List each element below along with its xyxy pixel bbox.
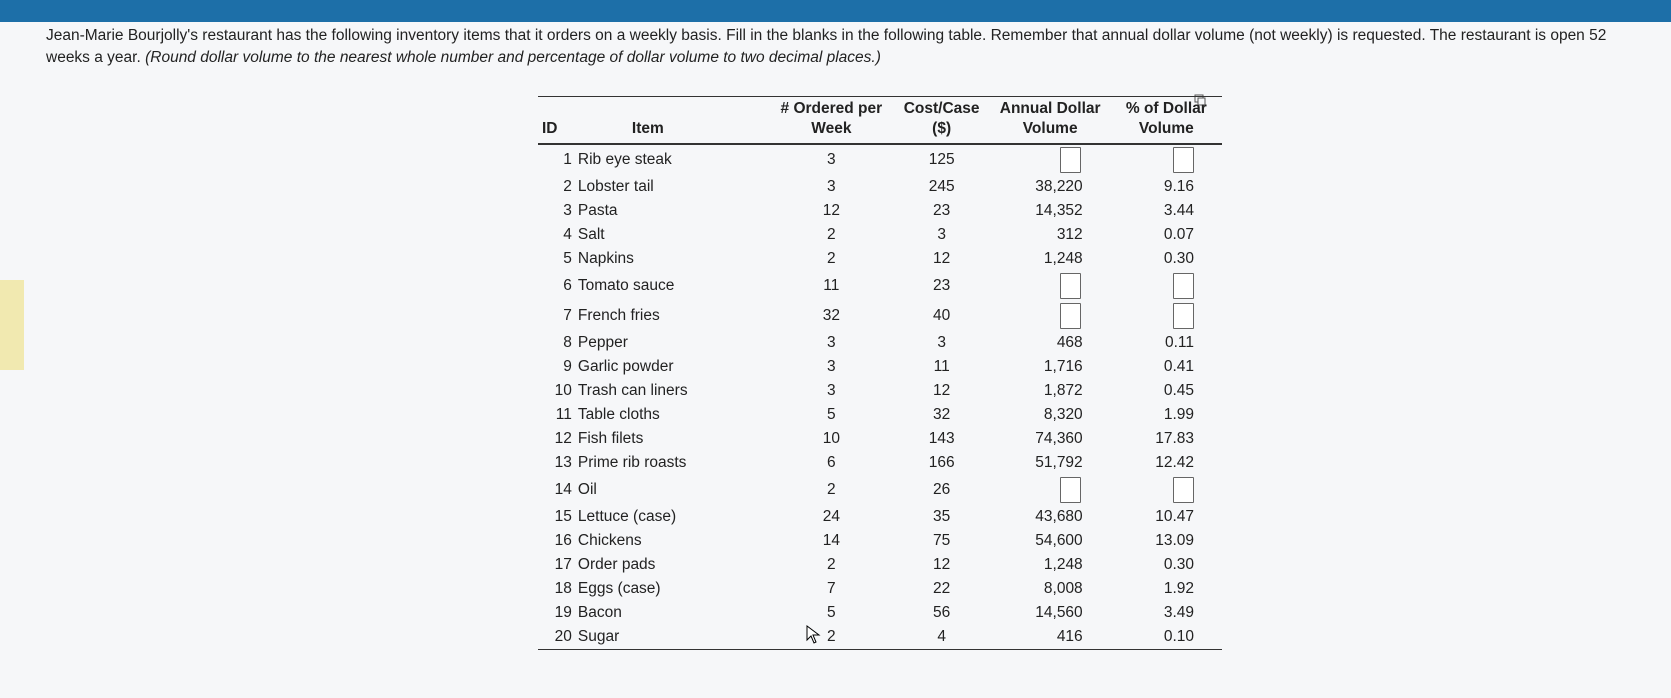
inventory-table xyxy=(538,96,1222,650)
row-ordered-per-week: 3 xyxy=(827,178,836,195)
row-ordered-per-week: 3 xyxy=(827,151,836,168)
question-text xyxy=(46,25,1626,69)
row-item: Garlic powder xyxy=(577,358,674,375)
top-bar xyxy=(0,0,1671,22)
row-id: 8 xyxy=(563,334,572,351)
row-ordered-per-week: 2 xyxy=(827,226,836,243)
row-ordered-per-week: 2 xyxy=(827,250,836,267)
row-cost-per-case: 166 xyxy=(928,454,955,471)
table-row xyxy=(538,451,1222,475)
row-item: Napkins xyxy=(577,250,634,267)
row-id: 1 xyxy=(563,151,572,168)
row-ordered-per-week: 2 xyxy=(769,625,894,650)
table-header-row xyxy=(538,97,1222,145)
row-percent-dollar-volume: 12.42 xyxy=(1155,454,1194,471)
row-cost-per-case: 40 xyxy=(933,307,951,324)
row-item: Bacon xyxy=(577,604,622,621)
table-row xyxy=(538,271,1222,301)
row-item: Lobster tail xyxy=(577,178,654,195)
row-cost-per-case: 56 xyxy=(933,604,951,621)
table-row xyxy=(538,331,1222,355)
row-ordered-per-week: 11 xyxy=(823,277,840,294)
header-ordered-per-week: # Ordered per Week xyxy=(769,97,894,145)
row-annual-dollar-volume: 74,360 xyxy=(1035,430,1083,447)
annual-volume-answer-input[interactable] xyxy=(1060,303,1081,329)
row-item: Eggs (case) xyxy=(577,580,661,597)
row-percent-dollar-volume: 1.99 xyxy=(1163,406,1194,423)
row-cost-per-case: 22 xyxy=(933,580,951,597)
table-row xyxy=(538,379,1222,403)
row-id: 18 xyxy=(554,580,572,597)
row-item: French fries xyxy=(577,307,660,324)
annual-volume-answer-input[interactable] xyxy=(1060,147,1081,173)
row-percent-dollar-volume: 13.09 xyxy=(1155,532,1194,549)
row-annual-dollar-volume xyxy=(990,301,1111,331)
row-cost-per-case: 35 xyxy=(933,508,951,525)
row-percent-dollar-volume: 0.30 xyxy=(1163,556,1194,573)
row-ordered-per-week: 24 xyxy=(822,508,840,525)
percent-volume-answer-input[interactable] xyxy=(1173,477,1194,503)
row-item: Oil xyxy=(577,481,597,498)
row-annual-dollar-volume xyxy=(990,144,1111,175)
row-annual-dollar-volume: 1,248 xyxy=(1043,556,1083,573)
row-ordered-per-week: 2 xyxy=(827,481,836,498)
header-cost-per-case: Cost/Case ($) xyxy=(894,97,990,145)
row-item: Prime rib roasts xyxy=(577,454,687,471)
table-row xyxy=(538,403,1222,427)
row-annual-dollar-volume xyxy=(990,271,1111,301)
row-id: 16 xyxy=(554,532,572,549)
row-annual-dollar-volume: 468 xyxy=(1056,334,1083,351)
row-item: Pasta xyxy=(577,202,618,219)
row-cost-per-case: 75 xyxy=(933,532,951,549)
row-annual-dollar-volume: 1,872 xyxy=(1043,382,1083,399)
table-row xyxy=(538,505,1222,529)
table-row xyxy=(538,553,1222,577)
row-id: 3 xyxy=(563,202,572,219)
row-ordered-per-week: 5 xyxy=(827,406,836,423)
row-percent-dollar-volume xyxy=(1111,271,1222,301)
mouse-cursor-icon xyxy=(806,625,822,645)
row-ordered-per-week: 10 xyxy=(822,430,840,447)
table-row xyxy=(538,199,1222,223)
row-id: 17 xyxy=(554,556,572,573)
row-cost-per-case: 143 xyxy=(928,430,955,447)
row-annual-dollar-volume: 43,680 xyxy=(1035,508,1083,525)
question-body: Jean-Marie Bourjolly's restaurant has the following inventory items that it orders on a weekly basis. Fill in the blanks in the following table. Remember that annual dollar volume (not weekly) is requested. The restaurant is open 52 weeks a year. xyxy=(46,27,1607,66)
row-ordered-per-week: 2 xyxy=(827,556,836,573)
row-annual-dollar-volume: 14,352 xyxy=(1035,202,1083,219)
row-percent-dollar-volume xyxy=(1111,475,1222,505)
row-annual-dollar-volume: 1,716 xyxy=(1043,358,1083,375)
row-cost-per-case: 3 xyxy=(937,334,946,351)
table-row xyxy=(538,529,1222,553)
row-ordered-per-week: 5 xyxy=(827,604,836,621)
row-id: 2 xyxy=(563,178,572,195)
row-id: 5 xyxy=(563,250,572,267)
table-row xyxy=(538,601,1222,625)
percent-volume-answer-input[interactable] xyxy=(1173,303,1194,329)
row-annual-dollar-volume: 8,008 xyxy=(1043,580,1083,597)
inventory-table-container xyxy=(538,96,1228,650)
row-percent-dollar-volume xyxy=(1111,301,1222,331)
table-row xyxy=(538,475,1222,505)
row-cost-per-case: 23 xyxy=(933,277,951,294)
table-row xyxy=(538,223,1222,247)
row-ordered-per-week: 3 xyxy=(827,334,836,351)
row-item: Sugar xyxy=(578,625,769,650)
row-percent-dollar-volume: 0.07 xyxy=(1163,226,1194,243)
row-id: 6 xyxy=(563,277,572,294)
row-id: 14 xyxy=(554,481,572,498)
row-cost-per-case: 12 xyxy=(933,556,951,573)
annual-volume-answer-input[interactable] xyxy=(1060,273,1081,299)
row-percent-dollar-volume: 0.11 xyxy=(1164,334,1194,351)
percent-volume-answer-input[interactable] xyxy=(1173,273,1194,299)
row-percent-dollar-volume: 10.47 xyxy=(1155,508,1194,525)
row-cost-per-case: 11 xyxy=(933,358,950,375)
row-id: 19 xyxy=(554,604,572,621)
row-cost-per-case: 12 xyxy=(933,382,951,399)
row-id: 10 xyxy=(554,382,572,399)
row-cost-per-case: 4 xyxy=(894,625,990,650)
row-id: 9 xyxy=(563,358,572,375)
row-percent-dollar-volume: 9.16 xyxy=(1163,178,1194,195)
row-ordered-per-week: 6 xyxy=(827,454,836,471)
row-cost-per-case: 125 xyxy=(928,151,955,168)
row-cost-per-case: 26 xyxy=(933,481,951,498)
row-cost-per-case: 23 xyxy=(933,202,951,219)
row-item: Lettuce (case) xyxy=(577,508,677,525)
row-annual-dollar-volume xyxy=(990,475,1111,505)
row-cost-per-case: 245 xyxy=(928,178,955,195)
row-percent-dollar-volume: 0.45 xyxy=(1163,382,1194,399)
row-ordered-per-week: 14 xyxy=(822,532,840,549)
row-item: Order pads xyxy=(577,556,656,573)
header-id: ID xyxy=(538,97,578,145)
question-hint: (Round dollar volume to the nearest whole number and percentage of dollar volume to two decimal places.) xyxy=(145,49,881,66)
row-percent-dollar-volume: 17.83 xyxy=(1155,430,1194,447)
row-annual-dollar-volume: 8,320 xyxy=(1043,406,1083,423)
row-item: Salt xyxy=(577,226,605,243)
row-annual-dollar-volume: 14,560 xyxy=(1035,604,1083,621)
row-annual-dollar-volume: 51,792 xyxy=(1035,454,1083,471)
row-cost-per-case: 12 xyxy=(933,250,951,267)
header-percent-dollar-volume: % of Dollar Volume xyxy=(1111,97,1222,145)
row-item: Table cloths xyxy=(577,406,660,423)
table-row xyxy=(538,301,1222,331)
row-id: 4 xyxy=(563,226,572,243)
row-percent-dollar-volume: 1.92 xyxy=(1163,580,1194,597)
row-item: Trash can liners xyxy=(577,382,688,399)
row-percent-dollar-volume: 0.30 xyxy=(1163,250,1194,267)
table-row xyxy=(538,247,1222,271)
row-ordered-per-week: 12 xyxy=(822,202,840,219)
table-row xyxy=(538,355,1222,379)
row-cost-per-case: 32 xyxy=(933,406,951,423)
row-ordered-per-week: 7 xyxy=(827,580,836,597)
header-annual-dollar-volume: Annual Dollar Volume xyxy=(990,97,1111,145)
table-row xyxy=(538,577,1222,601)
table-row xyxy=(538,175,1222,199)
row-item: Chickens xyxy=(577,532,642,549)
row-item: Pepper xyxy=(577,334,628,351)
table-body xyxy=(538,144,1222,650)
row-annual-dollar-volume: 38,220 xyxy=(1035,178,1083,195)
row-id: 12 xyxy=(554,430,572,447)
row-percent-dollar-volume: 3.49 xyxy=(1163,604,1194,621)
row-ordered-per-week: 3 xyxy=(827,358,836,375)
header-item: Item xyxy=(578,97,769,145)
table-row xyxy=(538,427,1222,451)
row-annual-dollar-volume: 312 xyxy=(1056,226,1083,243)
table-row xyxy=(538,144,1222,175)
row-ordered-per-week: 32 xyxy=(822,307,840,324)
row-cost-per-case: 3 xyxy=(937,226,946,243)
left-edge-marker xyxy=(0,280,24,370)
row-annual-dollar-volume: 416 xyxy=(990,625,1111,650)
row-id: 11 xyxy=(555,406,572,423)
row-percent-dollar-volume: 3.44 xyxy=(1163,202,1194,219)
row-ordered-per-week: 3 xyxy=(827,382,836,399)
row-id: 7 xyxy=(563,307,572,324)
row-annual-dollar-volume: 54,600 xyxy=(1035,532,1083,549)
row-id: 20 xyxy=(538,625,578,650)
row-item: Rib eye steak xyxy=(577,151,672,168)
row-percent-dollar-volume xyxy=(1111,144,1222,175)
row-item: Tomato sauce xyxy=(577,277,675,294)
row-item: Fish filets xyxy=(577,430,644,447)
row-annual-dollar-volume: 1,248 xyxy=(1043,250,1083,267)
annual-volume-answer-input[interactable] xyxy=(1060,477,1081,503)
row-percent-dollar-volume: 0.10 xyxy=(1111,625,1222,650)
row-id: 15 xyxy=(554,508,572,525)
row-id: 13 xyxy=(554,454,572,471)
percent-volume-answer-input[interactable] xyxy=(1173,147,1194,173)
table-row xyxy=(538,625,1222,650)
row-percent-dollar-volume: 0.41 xyxy=(1163,358,1194,375)
